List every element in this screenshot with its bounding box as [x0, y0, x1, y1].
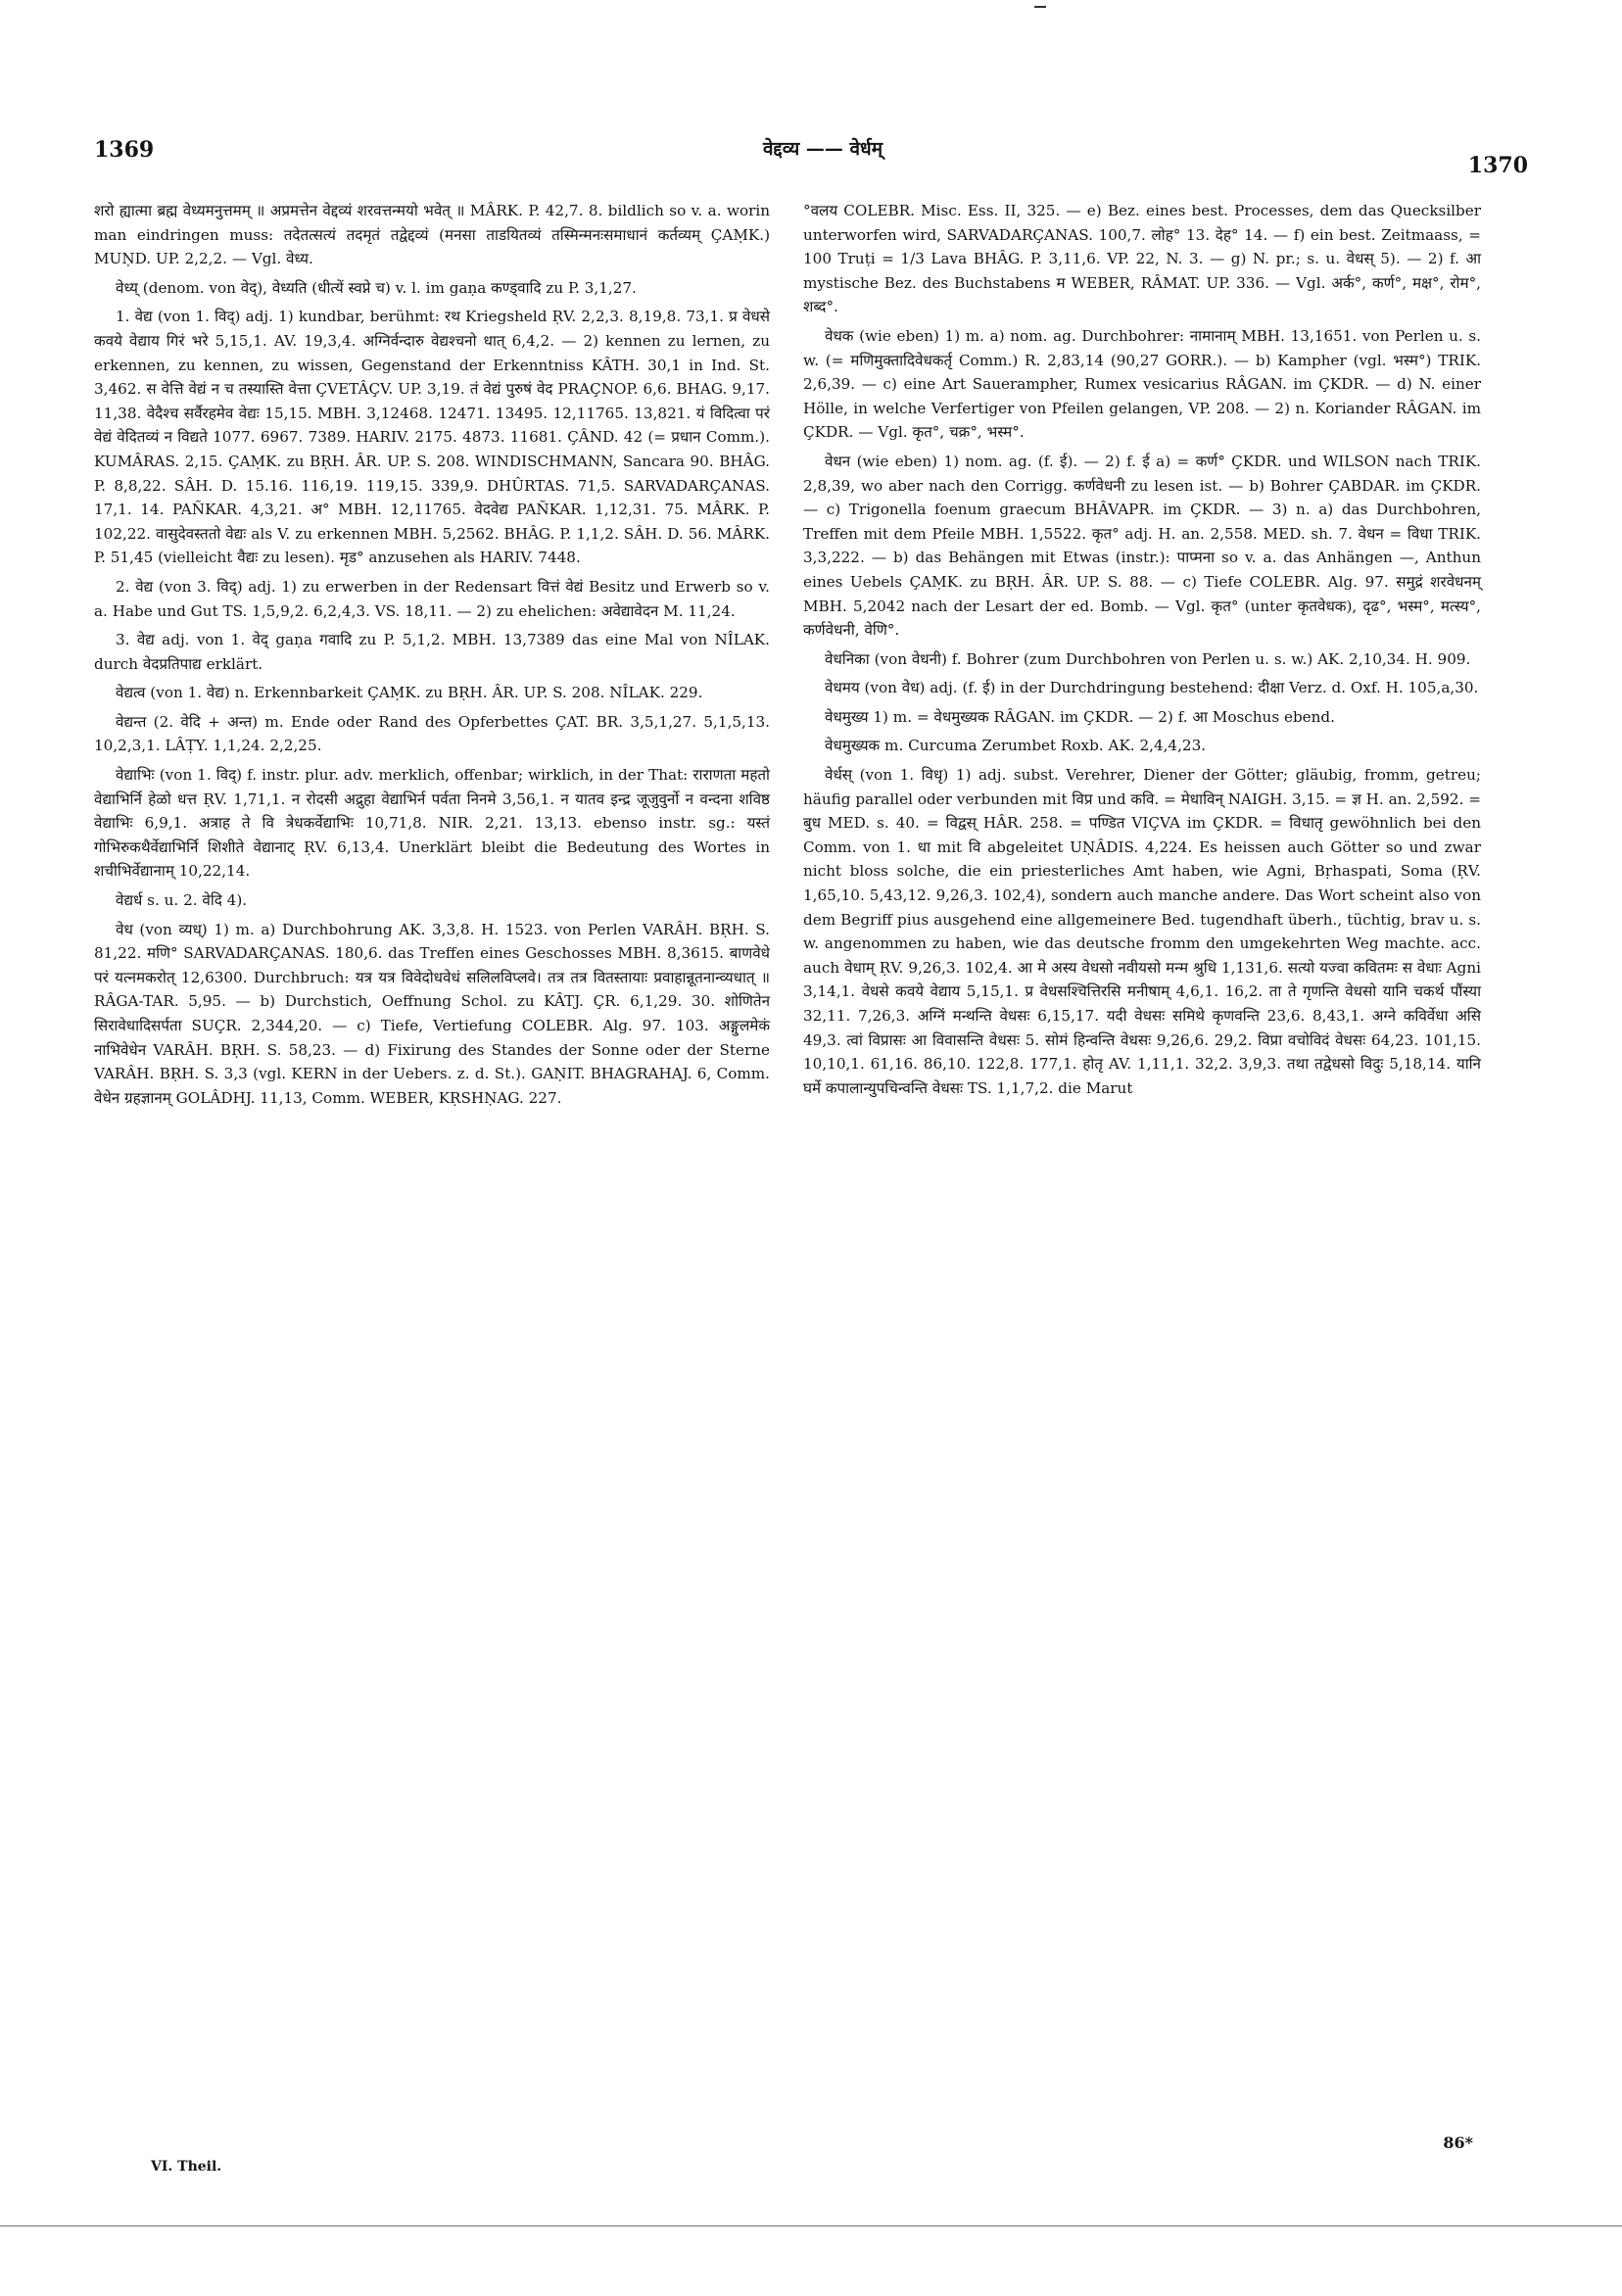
page-number-right: 1370: [1467, 153, 1528, 178]
entry-vedyabhih: वेद्याभिः (von 1. विद्) f. instr. plur. adv. merklich, offenbar; wirklich, in der That: राराणता महतो वेद्याभिर्नि हेळो धत्त ṚV. 1,71,1. न रोदसी अद्रुहा वेद्याभिर्न पर्वता निनमे 3,56,1. न यातव इन्द्र जूजुवुर्नो न वन्दना शविष्ठ वेद्याभिः 6,9,1. अत्राह ते वि त्रेधकर्वेद्याभिः 10,71,8. NIR. 2,21. 13,13. ebenso instr. sg.: यस्तं गोभिरुकथैर्वेद्याभिर्नि शिशीते वेद्यानाट् ṚV. 6,13,4. Unerklärt bleibt die Bedeutung des Wortes in शचीभिर्वेद्यानाम् 10,22,14.: [94, 766, 770, 881]
bottom-rule: [0, 2225, 1622, 2226]
entry-vedha-continued: °वलय COLEBR. Misc. Ess. II, 325. — e) Bez. eines best. Processes, dem das Quecksilber unterworfen wird, SARVADARÇANAS. 100,7. लोह° 13. देह° 14. — f) ein best. Zeitmaass, = 100 Truṭi = 1/3 Lava BHÂG. P. 3,11,6. VP. 22, N. 3. — g) N. pr.; s. u. वेधस् 5). — 2) f. आ mystische Bez. des Buchstabens म WEBER, RÂMAT. UP. 336. — Vgl. अर्क°, कर्ण°, मक्ष°, रोम°, शब्द°.: [803, 202, 1481, 316]
entry-vedhamukhya: वेधमुख्य 1) m. = वेधमुख्यक RÂGAN. im ÇKDR. — 2) f. आ Moschus ebend.: [825, 707, 1335, 726]
entry-continuation: शरो ह्यात्मा ब्रह्म वेध्यमनुत्तमम् ॥ अप्रमत्तेन वेद्दव्यं शरवत्तन्मयो भवेत् ॥ MÂRK. P. 42,7. 8. bildlich so v. a. worin man eindringen muss: तदेतत्सत्यं तदमृतं तद्वेद्दव्यं (मनसा ताडयितव्यं तस्मिन्मनःसमाधानं कर्तव्यम् ÇAṂK.) MUṆD. UP. 2,2,2. — Vgl. वेध्य.: [94, 202, 770, 268]
entry-vedhaka: वेधक (wie eben) 1) m. a) nom. ag. Durchbohrer: नामानाम् MBH. 13,1651. von Perlen u. s. w. (= मणिमुक्तादिवेधकर्तृ Comm.) R. 2,83,14 (90,27 GORR.). — b) Kampher (vgl. भस्म°) TRIK. 2,6,39. — c) eine Art Sauerampher, Rumex vesicarius RÂGAN. im ÇKDR. — d) N. einer Hölle, in welche Verfertiger von Pfeilen gelangen, VP. 208. — 2) n. Koriander RÂGAN. im ÇKDR. — Vgl. कृत°, चक्र°, भस्म°.: [803, 326, 1481, 442]
entry-vedhy-denom: वेध्य् (denom. von वेद्), वेध्यति (धीत्यें स्वप्ने च) v. l. im gaṇa कण्ड्वादि zu P. 3,1,27.: [116, 278, 637, 297]
entry-vedhamukhyaka: वेधमुख्यक m. Curcuma Zerumbet Roxb. AK. 2,4,4,23.: [825, 737, 1207, 755]
entry-vedhanika: वेधनिका (von वेधनी) f. Bohrer (zum Durchbohren von Perlen u. s. w.) AK. 2,10,34. H. 909.: [825, 649, 1471, 668]
signature-mark: 86*: [1443, 2133, 1473, 2152]
entry-vedyatva: वेद्यत्व (von 1. वेद्य) n. Erkennbarkeit ÇAṂK. zu BṚH. ÂR. UP. S. 208. NÎLAK. 229.: [116, 684, 703, 702]
entry-vedhamaya: वेधमय (von वेध) adj. (f. ई) in der Durchdringung bestehend: दीक्षा Verz. d. Oxf. H. 105,a,30.: [825, 679, 1479, 697]
column-left: [94, 199, 770, 1115]
entry-vedya-1: 1. वेद्य (von 1. विद्) adj. 1) kundbar, berühmt: रथ Kriegsheld ṚV. 2,2,3. 8,19,8. 73,1. प्र वेधसे कवये वेद्याय गिरं भरे 5,15,1. AV. 19,3,4. अग्निर्वन्दारु वेद्यश्चनो धात् 6,4,2. — 2) kennen zu lernen, zu erkennen, zu kennen, zu wissen, Gegenstand der Erkenntniss KÂTH. 30,1 in Ind. St. 3,462. स वेत्ति वेद्यं न च तस्यास्ति वेत्ता ÇVETÂÇV. UP. 3,19. तं वेद्यं पुरुषं वेद PRAÇNOP. 6,6. BHAG. 9,17. 11,38. वेदैश्च सर्वैरहमेव वेद्यः 15,15. MBH. 3,12468. 12471. 13495. 12,11765. 13,821. यं विदित्वा परं वेद्यं वेदितव्यं न विद्यते 1077. 6967. 7389. HARIV. 2175. 4873. 11681. ÇÂND. 42 (= प्रधान Comm.). KUMÂRAS. 2,15. ÇAṂK. zu BṚH. ÂR. UP. S. 208. WINDISCHMANN, Sancara 90. BHÂG. P. 8,8,22. SÂH. D. 15.16. 116,19. 119,15. 339,9. DHÛRTAS. 71,5. SARVADARÇANAS. 17,1. 14. PAÑKAR. 4,3,21. अ° MBH. 12,11765. वेदवेद्य PAÑKAR. 1,12,31. 75. MÂRK. P. 102,22. वासुदेवस्ततो वेद्यः als V. zu erkennen MBH. 5,2562. BHÂG. P. 1,1,2. SÂH. D. 56. MÂRK. P. 51,45 (vielleicht वैद्यः zu lesen). मृड° anzusehen als HARIV. 7448.: [94, 308, 770, 567]
entry-vedyanta: वेद्यन्त (2. वेदि + अन्त) m. Ende oder Rand des Opferbettes ÇAT. BR. 3,5,1,27. 5,1,5,13. 10,2,3,1. LÂṬY. 1,1,24. 2,2,25.: [94, 712, 770, 755]
page-number-left: 1369: [94, 137, 155, 163]
running-title: वेद्दव्य —— वेर्धम्: [762, 138, 883, 160]
top-mark: [1034, 6, 1046, 8]
volume-label: VI. Theil.: [151, 2159, 222, 2175]
entry-vedha: वेध (von व्यध्) 1) m. a) Durchbohrung AK. 3,3,8. H. 1523. von Perlen VARÂH. BṚH. S. 81,22. मणि° SARVADARÇANAS. 180,6. das Treffen eines Geschosses MBH. 8,3615. बाणवेधे परं यत्नमकरोत् 12,6300. Durchbruch: यत्र यत्र विवेदोधवेधं सलिलविप्लवे। तत्र तत्र वितस्तायाः प्रवाहान्नूतनान्व्यधात् ॥ RÂGA-TAR. 5,95. — b) Durchstich, Oeffnung Schol. zu KÂTJ. ÇR. 6,1,29. 30. शोणितेन सिरावेधादिसर्पता SUÇR. 2,344,20. — c) Tiefe, Vertiefung COLEBR. Alg. 97. 103. अङ्गुलमेकं नाभिवेधेन VARÂH. BṚH. S. 58,23. — d) Fixirung des Standes der Sonne oder der Sterne VARÂH. BṚH. S. 3,3 (vgl. KERN in der Uebers. z. d. St.). GAṆIT. BHAGRAHAJ. 6, Comm. वेधेन ग्रहज्ञानम् GOLÂDHJ. 11,13, Comm. WEBER, KṚSHṆAG. 227.: [94, 920, 770, 1107]
entry-vedyardha: वेद्यर्ध s. u. 2. वेदि 4).: [116, 891, 248, 910]
entry-vedhana: वेधन (wie eben) 1) nom. ag. (f. ई). — 2) f. ई a) = कर्ण° ÇKDR. und WILSON nach TRIK. 2,8,39, wo aber nach den Corrigg. कर्णवेधनी zu lesen ist. — b) Bohrer ÇABDAR. im ÇKDR. — c) Trigonella foenum graecum BHÂVAPR. im ÇKDR. — 3) n. a) das Durchbohren, Treffen mit dem Pfeile MBH. 1,5522. कृत° adj. H. an. 2,558. MED. sh. 7. वेधन = विधा TRIK. 3,3,222. — b) das Behängen mit Etwas (instr.): पाप्मना so v. a. das Anhängen —, Anthun eines Uebels ÇAṂK. zu BṚH. ÂR. UP. S. 88. — c) Tiefe COLEBR. Alg. 97. समुद्रं शरवेधनम् MBH. 5,2042 nach der Lesart der ed. Bomb. — Vgl. कृत° (unter कृतवेधक), दृढ°, भस्म°, मत्स्य°, कर्णवेधनी, वेणि°.: [803, 452, 1481, 640]
entry-vedya-2: 2. वेद्य (von 3. विद्) adj. 1) zu erwerben in der Redensart वित्तं वेद्यं Besitz und Erwerb so v. a. Habe und Gut TS. 1,5,9,2. 6,2,4,3. VS. 18,11. — 2) zu ehelichen: अवेद्यावेदन M. 11,24.: [94, 577, 770, 620]
entry-vedya-3: 3. वेद्य adj. von 1. वेद् gaṇa गवादि zu P. 5,1,2. MBH. 13,7389 das eine Mal von NÎLAK. durch वेदप्रतिपाद्य erklärt.: [94, 631, 770, 673]
column-right: [803, 199, 1481, 1105]
entry-vedhas: वेर्धस् (von 1. विधृ) 1) adj. subst. Verehrer, Diener der Götter; gläubig, fromm, getreu; häufig parallel oder verbunden mit विप्र und कवि. = मेधाविन् NAIGH. 3,15. = ज्ञ H. an. 2,592. = बुध MED. s. 40. = विद्वस् HÂR. 258. = पण्डित VIÇVA im ÇKDR. = विधातृ gewöhnlich bei den Comm. von 1. धा mit वि abgeleitet UṆÂDIS. 4,224. Es heissen auch Götter so und zwar nicht bloss solche, die ein priesterliches Amt haben, wie Agni, Bṛhaspati, Soma (ṚV. 1,65,10. 5,43,12. 9,26,3. 102,4), sondern auch manche andere. Das Wort scheint also von dem Begriff pius ausgehend eine allgemeinere Bed. tugendhaft überh., tüchtig, brav u. s. w. angenommen zu haben, wie das deutsche fromm den umgekehrten Weg machte. acc. auch वेधाम् ṚV. 9,26,3. 102,4. आ मे अस्य वेधसो नवीयसो मन्म श्रुधि 1,131,6. सत्यो यज्वा कवितमः स वेधाः Agni 3,14,1. वेधसे कवये वेद्याय 5,15,1. प्र वेधसश्चित्तिरसि मनीषाम् 4,6,1. 16,2. ता ते गृणन्ति वेधसो यानि चकर्थ पौंस्या 32,11. 7,26,3. अग्निं मन्थन्ति वेधसः 6,15,17. यदी वेधसः समिथे कृणवन्ति 23,6. 8,43,1. अग्ने कविर्वेधा असि 49,3. त्वां विप्रासः आ विवासन्ति वेधसः 5. सोमं हिन्वन्ति वेधसः 9,26,6. 29,2. विप्रा वचोविदं वेधसः 64,23. 101,15. 10,10,1. 61,16. 86,10. 122,8. 177,1. होतृ AV. 1,11,1. 32,2. 3,9,3. तथा तद्वेधसो विदुः 5,18,14. यानि घर्मे कपालान्युपचिन्वन्ति वेधसः TS. 1,1,7,2. die Marut: [803, 766, 1481, 1097]
